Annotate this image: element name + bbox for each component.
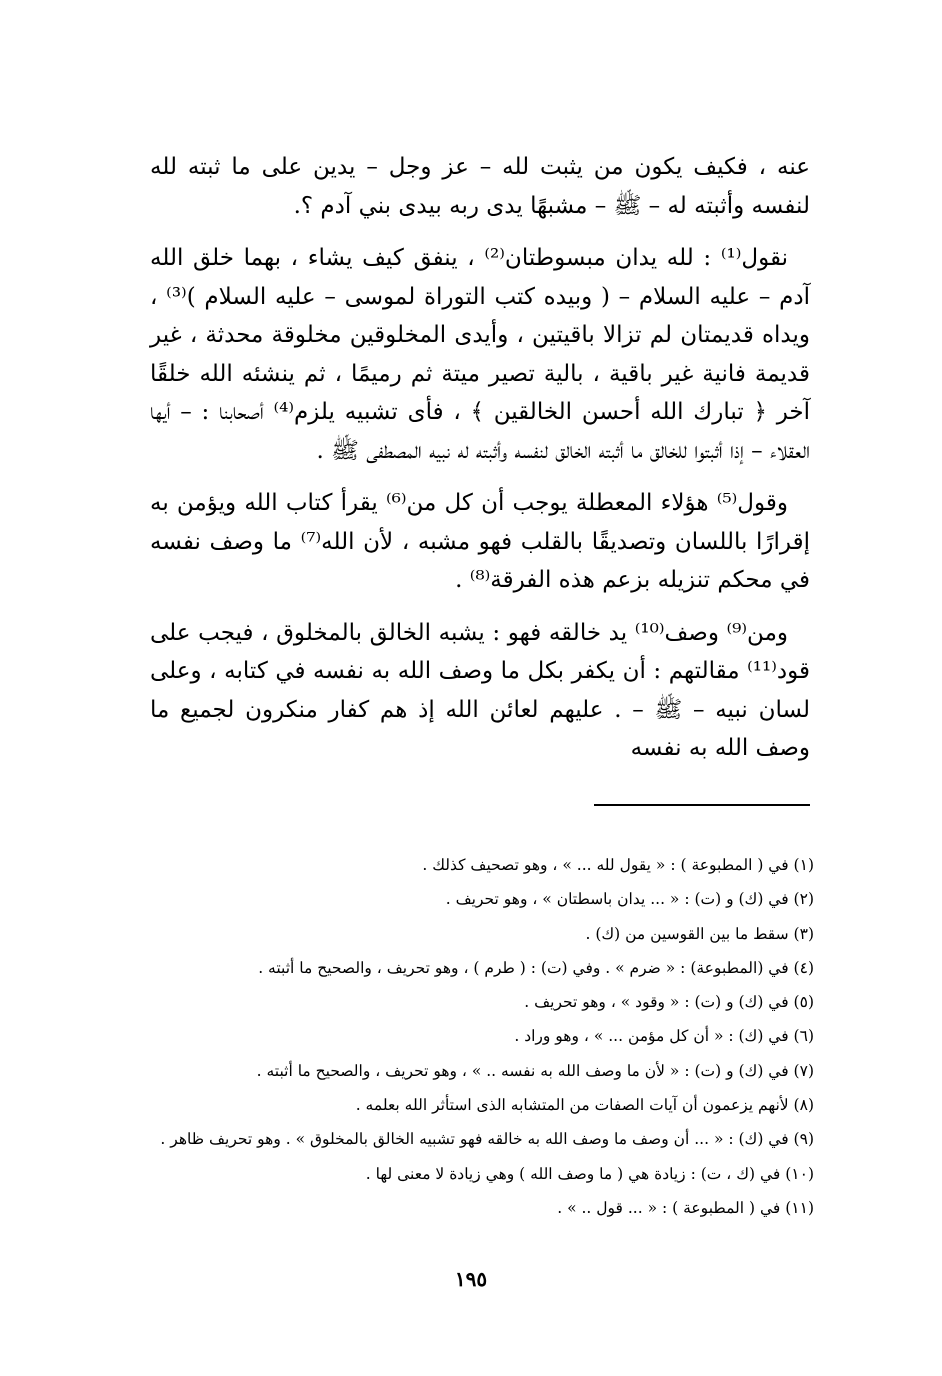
footnote-11: (١١) في ( المطبوعة ) : « ... قول .. » .	[557, 1198, 814, 1217]
text-line: وقول⁽⁵⁾ هؤلاء المعطلة يوجب أن كل من⁽⁶⁾ يقرأ كتاب الله ويؤمن به إقرارًا	[150, 490, 810, 555]
footnote-8: (٨) لأنهم يزعمون أن آيات الصفات من المتشابه الذى استأثر الله بعلمه .	[355, 1096, 814, 1115]
footnote-7: (٧) في (ك) و (ت) : « لأن ما وصف الله به نفسه .. » ، وهو تحريف ، والصحيح ما أثبته .	[256, 1061, 814, 1080]
text-line: بزعم هذه الفرقة⁽⁸⁾ .	[455, 567, 651, 593]
footnote-5: (٥) في (ك) و (ت) : « وقود » ، وهو تحريف .	[524, 993, 814, 1012]
footnote-2: (٢) في (ك) و (ت) : « ... يدان باسطتان » ، وهو تحريف .	[445, 890, 814, 909]
paragraph-3	[150, 484, 810, 600]
text-line: المصطفى ﷺ .	[316, 437, 422, 464]
footnotes	[150, 848, 814, 1225]
paragraph-4	[150, 614, 810, 768]
text-line: باقيتين ، وأيدى المخلوقين مخلوقة محدثة ، غير قديمة فانية غير باقية ، بالية تصير ميتة ثم	[150, 322, 811, 387]
text-line: له – ﷺ – مشبهًا يدى ربه بيدى بني آدم ؟.	[293, 192, 687, 219]
footnote-4: (٤) في (المطبوعة) : « ضرم » . وفي (ت) : ( طرم ) ، وهو تحريف ، والصحيح ما أثبته .	[258, 958, 814, 977]
text-line: نقول⁽¹⁾ : لله يدان مبسوطتان⁽²⁾ ، ينفق كيف يشاء ، بهما خلق الله آدم – عليه	[150, 245, 810, 310]
main-text	[150, 148, 810, 768]
footnote-9: (٩) في (ك) : « ... أن وصف ما وصف الله به خالقه فهو تشبيه الخالق بالمخلوق » . وهو تحريف ظاهر .	[160, 1130, 814, 1149]
text-line: ومن⁽⁹⁾ وصف⁽¹⁰⁾ يد خالقه فهو : يشبه الخالق بالمخلوق ، فيجب على قود⁽¹¹⁾	[150, 619, 810, 684]
text-line: باللسان وتصديقًا بالقلب فهو مشبه ، لأن الله⁽⁷⁾ ما وصف نفسه في محكم تنزيله	[150, 528, 810, 593]
text-line: عنه ، فكيف يكون من يثبت لله – عز وجل – يدين على ما ثبته لله لنفسه وأثبته	[150, 154, 810, 219]
page-number: ١٩٥	[454, 1267, 488, 1291]
text-line: أصحابنا : – أيها العقلاء – إذا أثبتوا للخالق ما أثبته الخالق لنفسه وأثبته له نبيه	[150, 399, 810, 464]
text-line: رميمًا ، ثم ينشئه الله خلقًا آخر ﴿ تبارك الله أحسن الخالقين ﴾ ، فأى تشبيه يلزم⁽⁴⁾	[150, 360, 810, 425]
text-line: السلام – ( وبيده كتب التوراة لموسى – عليه السلام )⁽³⁾ ، ويداه قديمتان لم تزالا	[150, 283, 810, 348]
paragraph-1	[150, 148, 810, 225]
paragraph-2	[150, 239, 810, 470]
footnote-3: (٣) سقط ما بين القوسين من (ك) .	[585, 924, 814, 943]
text-line: نبيه – ﷺ – . عليهم لعائن الله إذ هم كفار منكرون لجميع ما وصف الله به نفسه	[150, 696, 810, 761]
footnote-6: (٦) في (ك) : « أن كل مؤمن ... » ، وهو وراد .	[514, 1027, 814, 1046]
footnote-10: (١٠) في (ك ، ت) : زيادة هي ( ما وصف الله ) وهي زيادة لا معنى لها .	[365, 1164, 814, 1183]
footnote-1: (١) في ( المطبوعة ) : « يقول لله ... » ، وهو تصحيف كذلك .	[422, 856, 814, 874]
footnote-separator	[594, 804, 810, 806]
text-line: مقالتهم : أن يكفر بكل ما وصف الله به نفسه في كتابه ، وعلى لسان	[150, 658, 810, 723]
